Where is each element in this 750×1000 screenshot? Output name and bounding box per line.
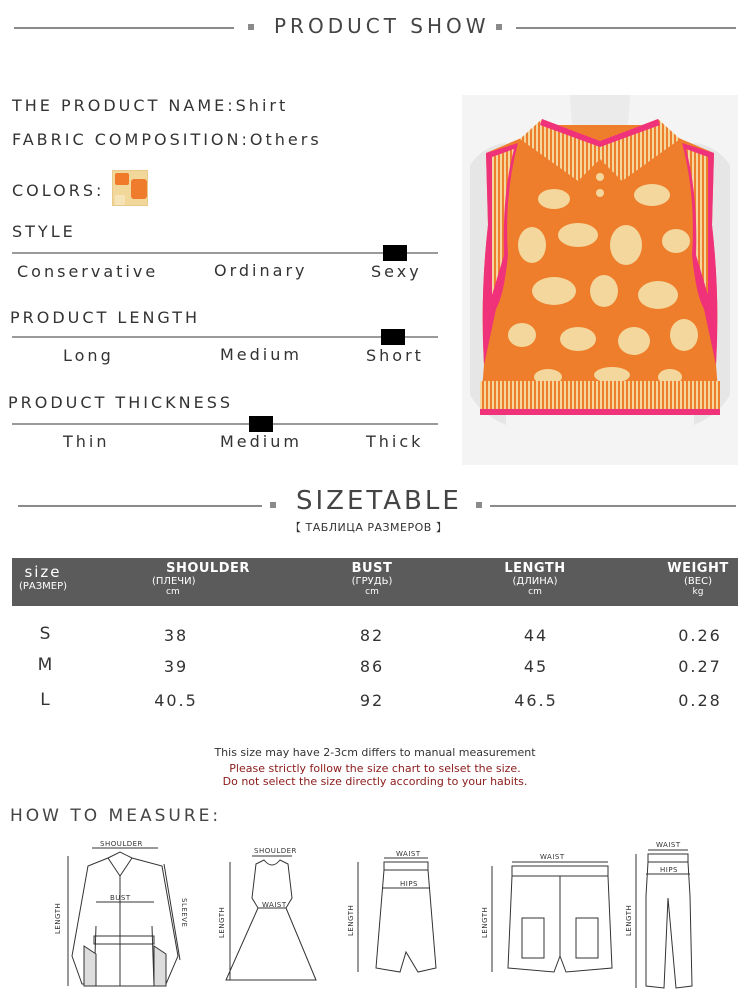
- dress-length-label: LENGTH: [218, 906, 226, 938]
- length-option-short: Short: [366, 346, 424, 365]
- cell-length: 46.5: [514, 691, 558, 710]
- pants-waist-label: WAIST: [656, 841, 681, 849]
- col-length-title: LENGTH: [504, 561, 566, 576]
- col-shoulder-unit: cm: [166, 587, 180, 597]
- skirt-outline: [344, 848, 444, 992]
- style-option-ordinary: Ordinary: [214, 261, 308, 280]
- col-length-sub: (ДЛИНА): [512, 576, 558, 587]
- how-to-measure-title: HOW TO MEASURE:: [10, 806, 222, 826]
- style-title: STYLE: [12, 222, 76, 241]
- dress-shoulder-label: SHOULDER: [254, 847, 297, 855]
- note-follow-chart: Please strictly follow the size chart to selset the size.: [229, 762, 521, 775]
- header-square-right: [496, 24, 502, 30]
- pants-length-label: LENGTH: [625, 904, 633, 936]
- col-size-sub: (РАЗМЕР): [18, 581, 68, 592]
- dress-waist-label: WAIST: [262, 901, 287, 909]
- dress-outline: [212, 842, 330, 992]
- length-scale-line: [12, 336, 438, 338]
- jacket-length-label: LENGTH: [54, 902, 62, 934]
- shorts-waist-label: WAIST: [540, 853, 565, 861]
- thickness-title: PRODUCT THICKNESS: [8, 393, 233, 412]
- fabric-label: FABRIC COMPOSITION:: [12, 130, 250, 149]
- style-scale-line: [12, 252, 438, 254]
- dress-measure-diagram: [212, 842, 330, 992]
- sizetable-rule-right: [490, 505, 736, 507]
- length-option-long: Long: [63, 346, 114, 365]
- header-square-left: [248, 24, 254, 30]
- shorts-measure-diagram: [478, 848, 618, 988]
- style-marker: [383, 245, 407, 261]
- product-name-label: THE PRODUCT NAME:: [12, 96, 236, 115]
- col-size: [18, 563, 68, 592]
- cell-shoulder: 40.5: [154, 691, 198, 710]
- jacket-measure-diagram: [50, 836, 200, 996]
- thickness-marker: [249, 416, 273, 432]
- col-bust: [330, 561, 414, 597]
- cell-length: 44: [523, 626, 549, 645]
- col-shoulder-title: SHOULDER: [166, 561, 250, 576]
- col-shoulder-sub: (ПЛЕЧИ): [152, 576, 196, 587]
- header-rule-right: [516, 27, 736, 29]
- style-option-conservative: Conservative: [17, 262, 159, 281]
- size-table-header: [12, 558, 738, 606]
- pants-hips-label: HIPS: [660, 866, 678, 874]
- col-weight: [660, 561, 736, 597]
- product-photo: [462, 95, 738, 465]
- product-name-row: [12, 96, 288, 115]
- jacket-sleeve-label: SLEEVE: [180, 898, 188, 928]
- cell-weight: 0.26: [678, 626, 722, 645]
- sizetable-subtitle: 【 ТАБЛИЦА РАЗМЕРОВ 】: [290, 521, 448, 534]
- vest-on-mannequin-illustration: [462, 95, 738, 465]
- thickness-option-medium: Medium: [220, 432, 302, 451]
- jacket-shoulder-label: SHOULDER: [100, 840, 143, 848]
- cell-bust: 86: [359, 657, 385, 676]
- sizetable-square-right: [476, 502, 482, 508]
- color-swatch[interactable]: [112, 170, 148, 206]
- style-option-sexy: Sexy: [371, 262, 422, 281]
- cell-shoulder: 38: [163, 626, 189, 645]
- cell-size: S: [39, 624, 53, 644]
- cell-weight: 0.28: [678, 691, 722, 710]
- col-length-unit: cm: [528, 587, 542, 597]
- skirt-measure-diagram: [344, 848, 444, 992]
- pants-measure-diagram: [622, 836, 722, 996]
- col-size-title: size: [24, 563, 62, 581]
- colors-label: COLORS:: [12, 181, 105, 200]
- col-shoulder: [138, 561, 278, 597]
- col-bust-sub: (ГРУДЬ): [351, 576, 393, 587]
- col-weight-sub: (ВЕС): [684, 576, 712, 587]
- col-weight-title: WEIGHT: [667, 561, 729, 576]
- cell-weight: 0.27: [678, 657, 722, 676]
- shorts-length-label: LENGTH: [481, 906, 489, 938]
- length-title: PRODUCT LENGTH: [10, 308, 201, 327]
- thickness-scale-line: [12, 423, 438, 425]
- col-bust-title: BUST: [351, 561, 393, 576]
- jacket-outline: [50, 836, 200, 996]
- thickness-option-thin: Thin: [63, 432, 110, 451]
- note-habits: Do not select the size directly according to your habits.: [222, 775, 528, 788]
- cell-shoulder: 39: [163, 657, 189, 676]
- cell-bust: 82: [359, 626, 385, 645]
- skirt-waist-label: WAIST: [396, 850, 421, 858]
- product-name-value: Shirt: [235, 96, 289, 115]
- fabric-value: Others: [249, 130, 322, 149]
- cell-length: 45: [523, 657, 549, 676]
- cell-bust: 92: [359, 691, 385, 710]
- sizetable-title: SIZETABLE: [296, 486, 462, 516]
- cell-size: L: [40, 690, 52, 710]
- shorts-outline: [478, 848, 618, 988]
- col-weight-unit: kg: [692, 587, 704, 597]
- skirt-length-label: LENGTH: [347, 904, 355, 936]
- pants-outline: [622, 836, 722, 996]
- note-measurement: This size may have 2-3cm differs to manual measurement: [214, 746, 536, 759]
- sizetable-rule-left: [18, 505, 262, 507]
- product-show-title: PRODUCT SHOW: [274, 14, 490, 38]
- length-marker: [381, 329, 405, 345]
- col-length: [488, 561, 582, 597]
- header-rule-left: [14, 27, 234, 29]
- thickness-option-thick: Thick: [366, 432, 424, 451]
- skirt-hips-label: HIPS: [400, 880, 418, 888]
- jacket-bust-label: BUST: [110, 894, 131, 902]
- length-option-medium: Medium: [220, 345, 302, 364]
- sizetable-square-left: [270, 502, 276, 508]
- cell-size: M: [37, 655, 55, 675]
- fabric-row: [12, 130, 322, 149]
- col-bust-unit: cm: [365, 587, 379, 597]
